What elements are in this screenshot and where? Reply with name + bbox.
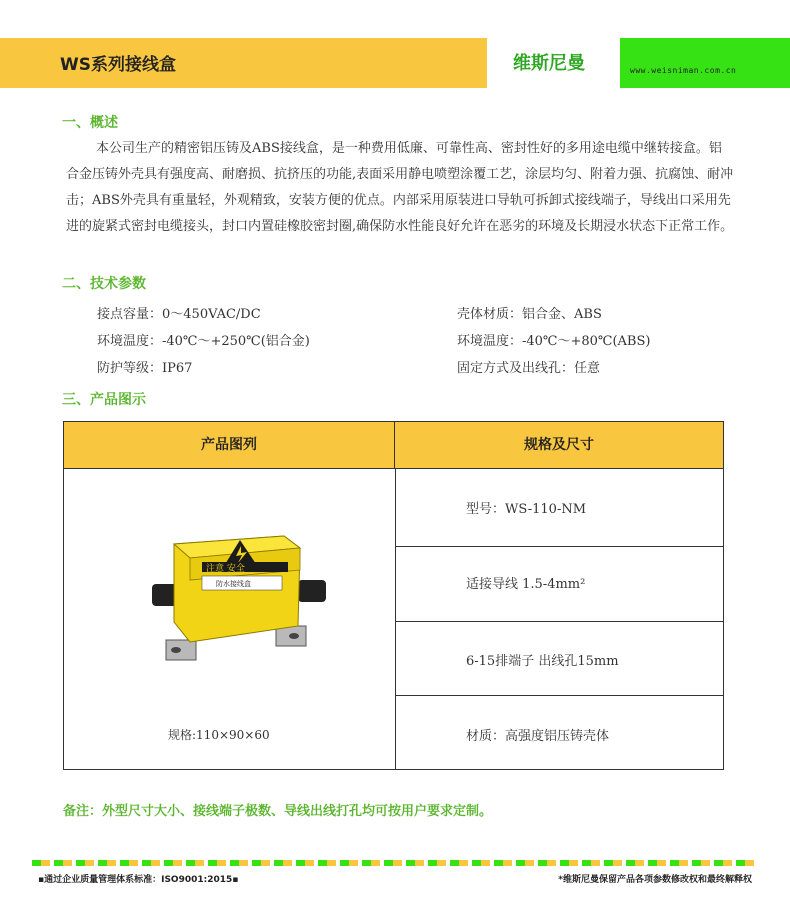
product-caption: 规格:110×90×60 xyxy=(168,728,270,742)
spec-material: 壳体材质：铝合金、ABS xyxy=(457,307,602,322)
footer-iso: ▪通过企业质量管理体系标准：ISO9001:2015▪ xyxy=(38,875,239,885)
spec-mounting: 固定方式及出线孔：任意 xyxy=(457,361,601,376)
customization-note: 备注：外型尺寸大小、接线端子极数、导线出线打孔均可按用户要求定制。 xyxy=(63,804,493,819)
spec-temp-abs: 环境温度：-40℃～+80℃(ABS) xyxy=(457,334,651,349)
spec-shell: 材质：高强度铝压铸壳体 xyxy=(466,729,610,744)
website-url: www.weisniman.com.cn xyxy=(630,66,737,75)
brand-banner xyxy=(487,38,620,88)
box-warning-text: 注意 安全 xyxy=(206,564,245,574)
spec-contact-capacity: 接点容量：0～450VAC/DC xyxy=(97,307,261,322)
page-title: WS系列接线盒 xyxy=(60,55,176,75)
footer-divider xyxy=(32,860,758,866)
box-label-text: 防水接线盒 xyxy=(216,580,251,588)
row-divider xyxy=(396,621,723,622)
row-divider xyxy=(396,546,723,547)
table-header-image: 产品图列 xyxy=(64,422,395,469)
spec-wire: 适接导线 1.5-4mm² xyxy=(466,577,586,592)
overview-heading: 一、概述 xyxy=(62,115,118,131)
brand-name: 维斯尼曼 xyxy=(513,53,585,74)
footer-rights: *维斯尼曼保留产品各项参数修改权和最终解释权 xyxy=(558,875,752,885)
product-table xyxy=(63,421,724,770)
url-banner xyxy=(620,38,790,88)
table-divider xyxy=(395,469,396,769)
spec-temp-aluminum: 环境温度：-40℃～+250℃(铝合金) xyxy=(97,334,310,349)
junction-box-image xyxy=(144,522,344,682)
header-bar xyxy=(0,38,790,88)
table-header-spec: 规格及尺寸 xyxy=(395,422,723,469)
product-heading: 三、产品图示 xyxy=(62,392,146,408)
tech-heading: 二、技术参数 xyxy=(62,276,146,292)
title-banner xyxy=(0,38,487,88)
overview-text: 本公司生产的精密铝压铸及ABS接线盒，是一种费用低廉、可靠性高、密封性好的多用途电缆中继转接盒。铝合金压铸外壳具有强度高、耐磨损、抗挤压的功能,表面采用静电喷塑涂覆工艺，涂层均匀、附着力强、抗腐蚀、耐冲击；ABS外壳具有重量轻，外观精致，安装方便的优点。内部采用原装进口导轨可拆卸式接线端子，导线出口采用先进的旋紧式密封电缆接头，封口内置硅橡胶密封圈,确保防水性能良好允许在恶劣的环境及长期浸水状态下正常工作。 xyxy=(66,141,734,234)
spec-terminals: 6-15排端子 出线孔15mm xyxy=(466,654,619,669)
spec-model: 型号：WS-110-NM xyxy=(466,502,587,517)
row-divider xyxy=(396,695,723,696)
spec-protection: 防护等级：IP67 xyxy=(97,361,193,376)
